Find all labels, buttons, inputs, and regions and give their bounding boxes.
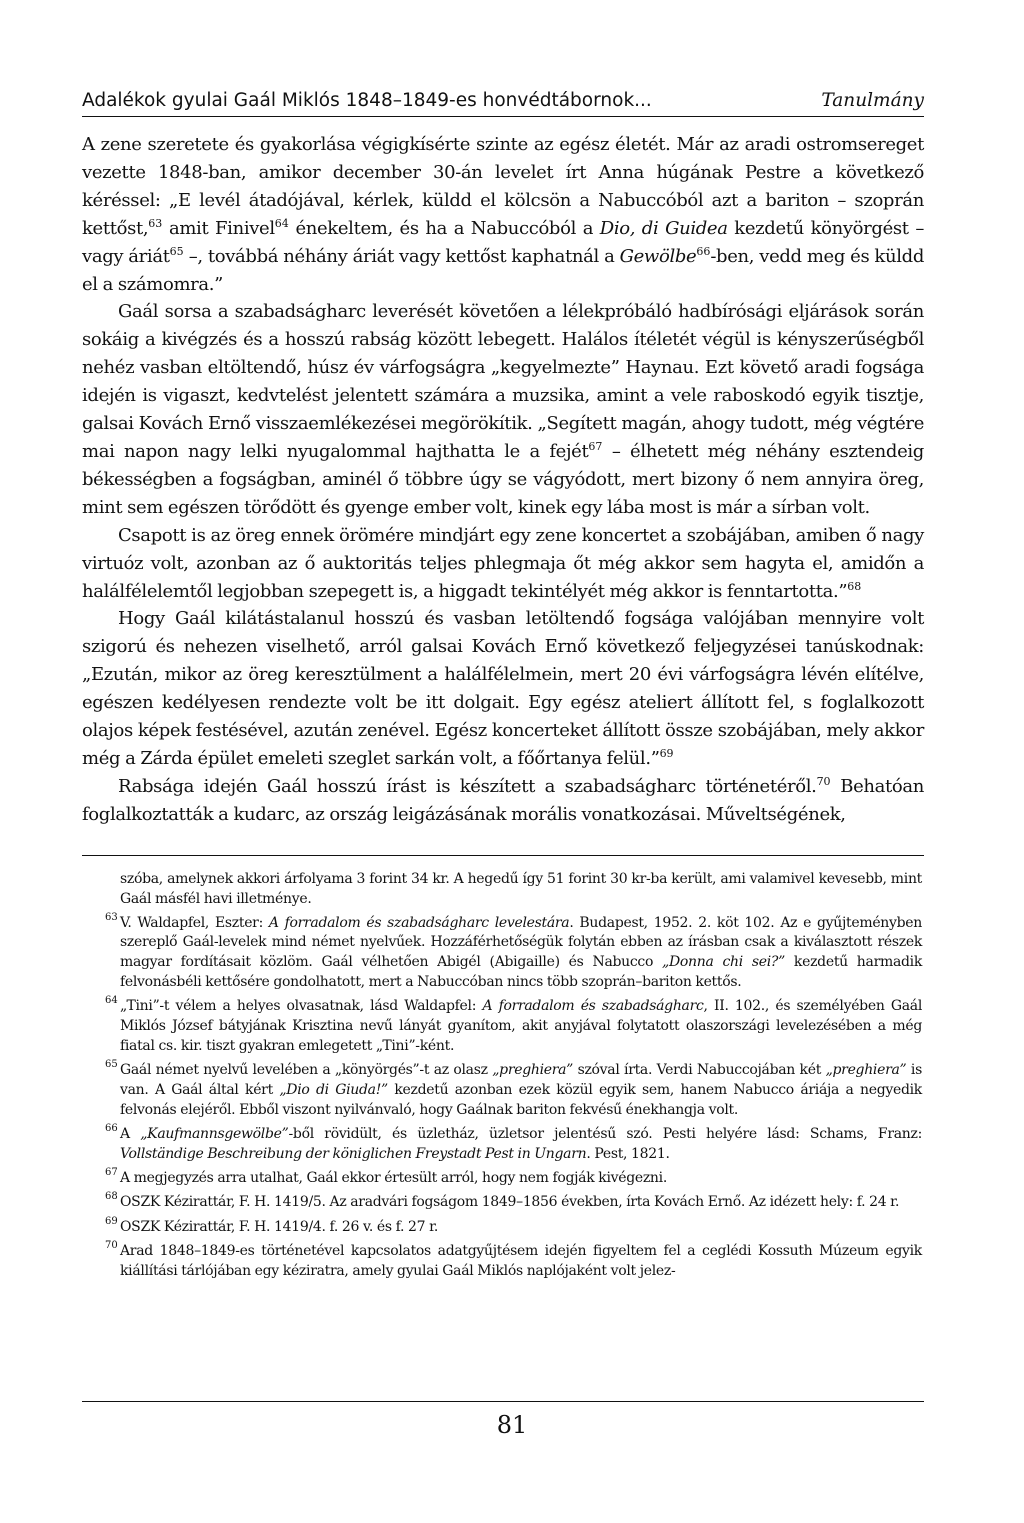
italic-title: Dio, di Guidea [599,217,728,239]
paragraph-2: Gaál sorsa a szabadságharc leverését követően a lélekpróbáló hadbírósági eljárások során sokáig a kivégzés és a hosszú rabság között lebegett. Halálos ítéletét végül is kényszerűségből nehéz vasban eltöltendő, húsz év várfogságra „kegyelmezte” Haynau. Ezt követő aradi fogsága idején is vigaszt, kedvtelést jelentett számára a muzsika, amint a vele raboskodó egyik tisztje, galsai Kovách Ernő visszaemlékezései megörökítik. „Segített magán, ahogy tudott, még végtére mai napon nagy lelki nyugalommal hajthatta le a fejét$^{67}$ – élhetett még néhány esztendeig békességben a fogságban, aminél ő többre úgy se vágyódott, mert bizony ő nem annyira öreg, mint sem egészen törődött és gyenge ember volt, kinek egy lába most is már a sírban volt. [82,301,924,518]
footnote-number: 65 [105,1059,118,1071]
footnote-ref-69[interactable]: 69 [659,746,674,760]
footnote-number: 69 [105,1215,118,1227]
footnote-number: 64 [105,995,118,1007]
running-head-section: Tanulmány [821,90,924,111]
footnote-ref-70[interactable]: 70 [816,774,831,788]
footnote-ref-64[interactable]: 64 [274,216,289,230]
footnote-divider [82,855,924,856]
page-number: 81 [496,1411,528,1439]
footnote-ref-63[interactable]: 63 [148,216,163,230]
paragraph-5: Rabsága idején Gaál hosszú írást is készített a szabadságharc történetéről.$^{70}$ Behatóan foglalkoztatták a kudarc, az ország leigázásának morális vonatkozásai. Műveltségének, [82,774,925,825]
footnote-ref-68[interactable]: 68 [847,579,862,593]
footnote-number: 66 [105,1123,118,1135]
footnote-66: 66 A „Kaufmannsgewölbe”-ből rövidült, és üzletház, üzletsor jelentésű szó. Pesti helyére lásd: Schams, Franz: Vollständige Beschreibung der königlichen Freystadt Pest in Ungarn. Pest, 1821. [105,1123,922,1162]
paragraph-1: A zene szeretete és gyakorlása végigkísérte szinte az egész életét. Már az aradi ostromsereget vezette 1848-ban, amikor december 30-án levelet írt Anna húgának Pestre a következő kéréssel: „E levél átadójával, kérlek, küldd el kölcsön a Nabuccóból azt a bariton – szoprán kettőst,$^{63}$ amit Finivel$^{64}$ énekeltem, és ha a Nabuccóból a Dio, di Guidea kezdetű könyörgést – vagy áriát$^{65}$ –, továbbá néhány áriát vagy kettőst kaphatnál a Gewölbe$^{66}$-ben, vedd meg és küldd el a számomra.” [82,134,925,295]
footnote-number: 68 [105,1191,118,1203]
footnote-67: 67 A megjegyzés arra utalhat, Gaál ekkor értesült arról, hogy nem fogják kivégezni. [105,1167,667,1187]
footnote-70: 70 Arad 1848–1849-es történetével kapcsolatos adatgyűjtésem idején figyeltem fel a ceglédi Kossuth Múzeum egyik kiállítási tárlójában egy kéziratra, amely gyulai Gaál Miklós naplójaként volt jelez- [105,1240,922,1279]
paragraph-4: Hogy Gaál kilátástalanul hosszú és vasban letöltendő fogsága valójában mennyire volt szigorú és nehezen viselhető, arról galsai Kovách Ernő következő feljegyzései tanúskodnak: „Ezután, mikor az öreg keresztülment a halálfélelmein, mert 20 évi várfogságra lévén elítélve, egészen kedélyesen rendezte volt be itt dolgait. Egy egész ateliert állított fel, s foglalkozott olajos képek festésével, azután zenével. Egész koncerteket állított össze szobájában, mely akkor még a Zárda épület emeleti szeglet sarkán volt, a főőrtanya felül.”$^{69}$ [82,608,924,769]
footnote-continuation: szóba, amelynek akkori árfolyama 3 forint 34 kr. A hegedű így 51 forint 30 kr-ba került, ami valamivel kevesebb, mint Gaál másfél havi illetménye. [120,871,922,907]
footnote-number: 63 [105,911,118,923]
footnote-ref-65[interactable]: 65 [169,244,184,258]
footnote-69: 69 OSZK Kézirattár, F. H. 1419/4. f. 26 v. és f. 27 r. [105,1215,439,1235]
footnote-63: 63 V. Waldapfel, Eszter: A forradalom és szabadságharc levelestára. Budapest, 1952. 2. köt 102. Az e gyűjteményben szereplő Gaál-levelek mind német nyelvűek. Hozzáférhetőségük folytán ebben az írásban csak a kiválasztott részek magyar fordításait közlöm. Gaál vélhetően Abigél (Abigaille) és Nabucco „Donna chi sei?” kezdetű harmadik felvonásbéli kettősére gondolhatott, mert a Nabuccóban nincs több szoprán–bariton kettős. [105,911,923,990]
footnote-64: 64 „Tini”-t vélem a helyes olvasatnak, lásd Waldapfel: A forradalom és szabadságharc, II. 102., és személyében Gaál Miklós József bátyjának Krisztina nevű lányát gyanítom, akit anyjával folytatott olaszországi levelezésében a még fiatal cs. kir. tiszt gyakran emlegetett „Tini”-ként. [105,995,923,1054]
running-head-title: Adalékok gyulai Gaál Miklós 1848–1849-es honvédtábornok... [82,90,652,111]
paragraph-3: Csapott is az öreg ennek örömére mindjárt egy zene koncertet a szobájában, amiben ő nagy virtuóz volt, azonban az ő auktoritás teljes phlegmaja őt még akkor sem hagyta el, amidőn a halálfélelemtől legjobban szepegett is, a higgadt tekintélyét még akkor is fenntartotta.”$^{68}$ [82,524,924,602]
footnote-ref-67[interactable]: 67 [588,439,603,453]
italic-term: Gewölbe [619,245,697,267]
footnote-number: 70 [105,1240,118,1252]
running-head [82,86,924,117]
footnote-number: 67 [105,1167,118,1179]
body-text [82,131,924,829]
page [82,86,924,829]
footnote-ref-66[interactable]: 66 [696,244,711,258]
footnotes [105,870,923,1286]
footnote-68: 68 OSZK Kézirattár, F. H. 1419/5. Az aradvári fogságom 1849–1856 években, írta Kovách Ernő. Az idézett hely: f. 24 r. [105,1191,900,1211]
page-bottom-divider [82,1401,924,1402]
footnote-65: 65 Gaál német nyelvű levelében a „könyörgés”-t az olasz „preghiera” szóval írta. Verdi Nabuccojában két „preghiera” is van. A Gaál által kért „Dio di Giuda!” kezdetű azonban ezek közül egyik sem, hanem Nabucco áriája a negyedik felvonás elejéről. Ebből viszont nyilvánvaló, hogy Gaálnak bariton fekvésű énekhangja volt. [105,1059,922,1118]
